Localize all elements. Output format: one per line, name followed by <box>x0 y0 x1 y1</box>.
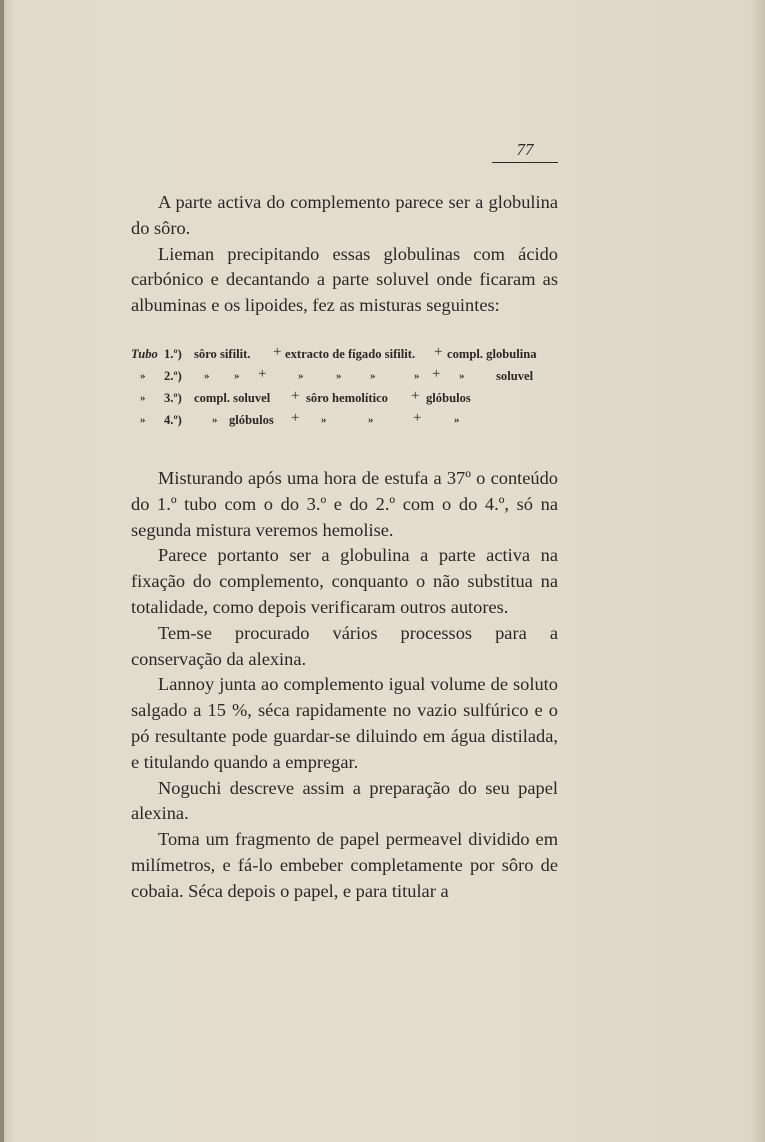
table-cell: glóbulos <box>229 413 274 427</box>
paragraph: Lieman precipitando essas globulinas com ácido carbónico e decantando a parte soluvel onde ficaram as albuminas e os lipoides, fez as misturas seguintes: <box>131 243 558 316</box>
table-cell: compl. soluvel <box>194 391 271 405</box>
table-cell: glóbulos <box>426 391 471 405</box>
table-cell: soluvel <box>496 369 534 383</box>
plus-sign: + <box>291 388 300 404</box>
mixture-table <box>131 343 563 431</box>
plus-sign: + <box>273 344 282 360</box>
row-number: 1.º) <box>164 347 182 361</box>
table-row <box>131 409 563 431</box>
paragraph: A parte activa do complemento parece ser a globulina do sôro. <box>131 192 558 238</box>
ditto-mark: » <box>336 370 342 382</box>
paragraph: Parece portanto ser a globulina a parte activa na fixação do complemento, conquanto o não substitua na totalidade, como depois verificaram outros autores. <box>131 545 558 617</box>
page-number-rule <box>492 162 558 163</box>
page-header <box>492 140 558 163</box>
table-row <box>131 387 563 409</box>
ditto-mark: » <box>370 370 376 382</box>
text-block-bottom <box>131 466 558 905</box>
plus-sign: + <box>432 366 441 382</box>
plus-sign: + <box>258 366 267 382</box>
table-row <box>131 343 563 365</box>
plus-sign: + <box>411 388 420 404</box>
table-cell: compl. globulina <box>447 347 537 361</box>
ditto-mark: » <box>321 414 327 426</box>
ditto-mark: » <box>204 370 210 382</box>
table-cell: extracto de fígado sifilit. <box>285 347 416 361</box>
ditto-mark: » <box>459 370 465 382</box>
table-cell: sôro sifilit. <box>194 347 251 361</box>
paragraph: Tem-se procurado vários processos para a conservação da alexina. <box>131 622 558 669</box>
paragraph: Misturando após uma hora de estufa a 37º o conteúdo do 1.º tubo com o do 3.º e do 2.º com o do 4.º, só na segunda mistura veremos hemolise. <box>131 468 558 540</box>
table-cell: sôro hemolítico <box>306 391 388 405</box>
table-row <box>131 365 563 387</box>
row-number: 3.º) <box>164 391 182 405</box>
ditto-mark: » <box>368 414 374 426</box>
paragraph: Noguchi descreve assim a preparação do seu papel alexina. <box>131 777 558 824</box>
page-edge-shadow <box>751 0 765 1142</box>
plus-sign: + <box>434 344 443 360</box>
ditto-mark: » <box>234 370 240 382</box>
book-spine <box>0 0 4 1142</box>
plus-sign: + <box>291 410 300 426</box>
ditto-mark: » <box>454 414 460 426</box>
row-number: 4.º) <box>164 413 182 427</box>
ditto-mark: » <box>414 370 420 382</box>
paragraph: Lannoy junta ao complemento igual volume de soluto salgado a 15 %, séca rapidamente no vazio sulfúrico e o pó resultante pode guardar-se diluindo em água distilada, e titulando quando a empregar. <box>131 674 558 772</box>
row-number: 2.º) <box>164 369 182 383</box>
row-label: » <box>140 414 146 426</box>
text-block-top <box>131 190 558 319</box>
ditto-mark: » <box>212 414 218 426</box>
row-label: Tubo <box>131 347 158 361</box>
ditto-mark: » <box>298 370 304 382</box>
plus-sign: + <box>413 410 422 426</box>
row-label: » <box>140 392 146 404</box>
page-number: 77 <box>516 140 534 159</box>
paragraph: Toma um fragmento de papel permeavel dividido em milímetros, e fá-lo embeber completamente por sôro de cobaia. Séca depois o papel, e para titular a <box>131 829 558 901</box>
row-label: » <box>140 370 146 382</box>
